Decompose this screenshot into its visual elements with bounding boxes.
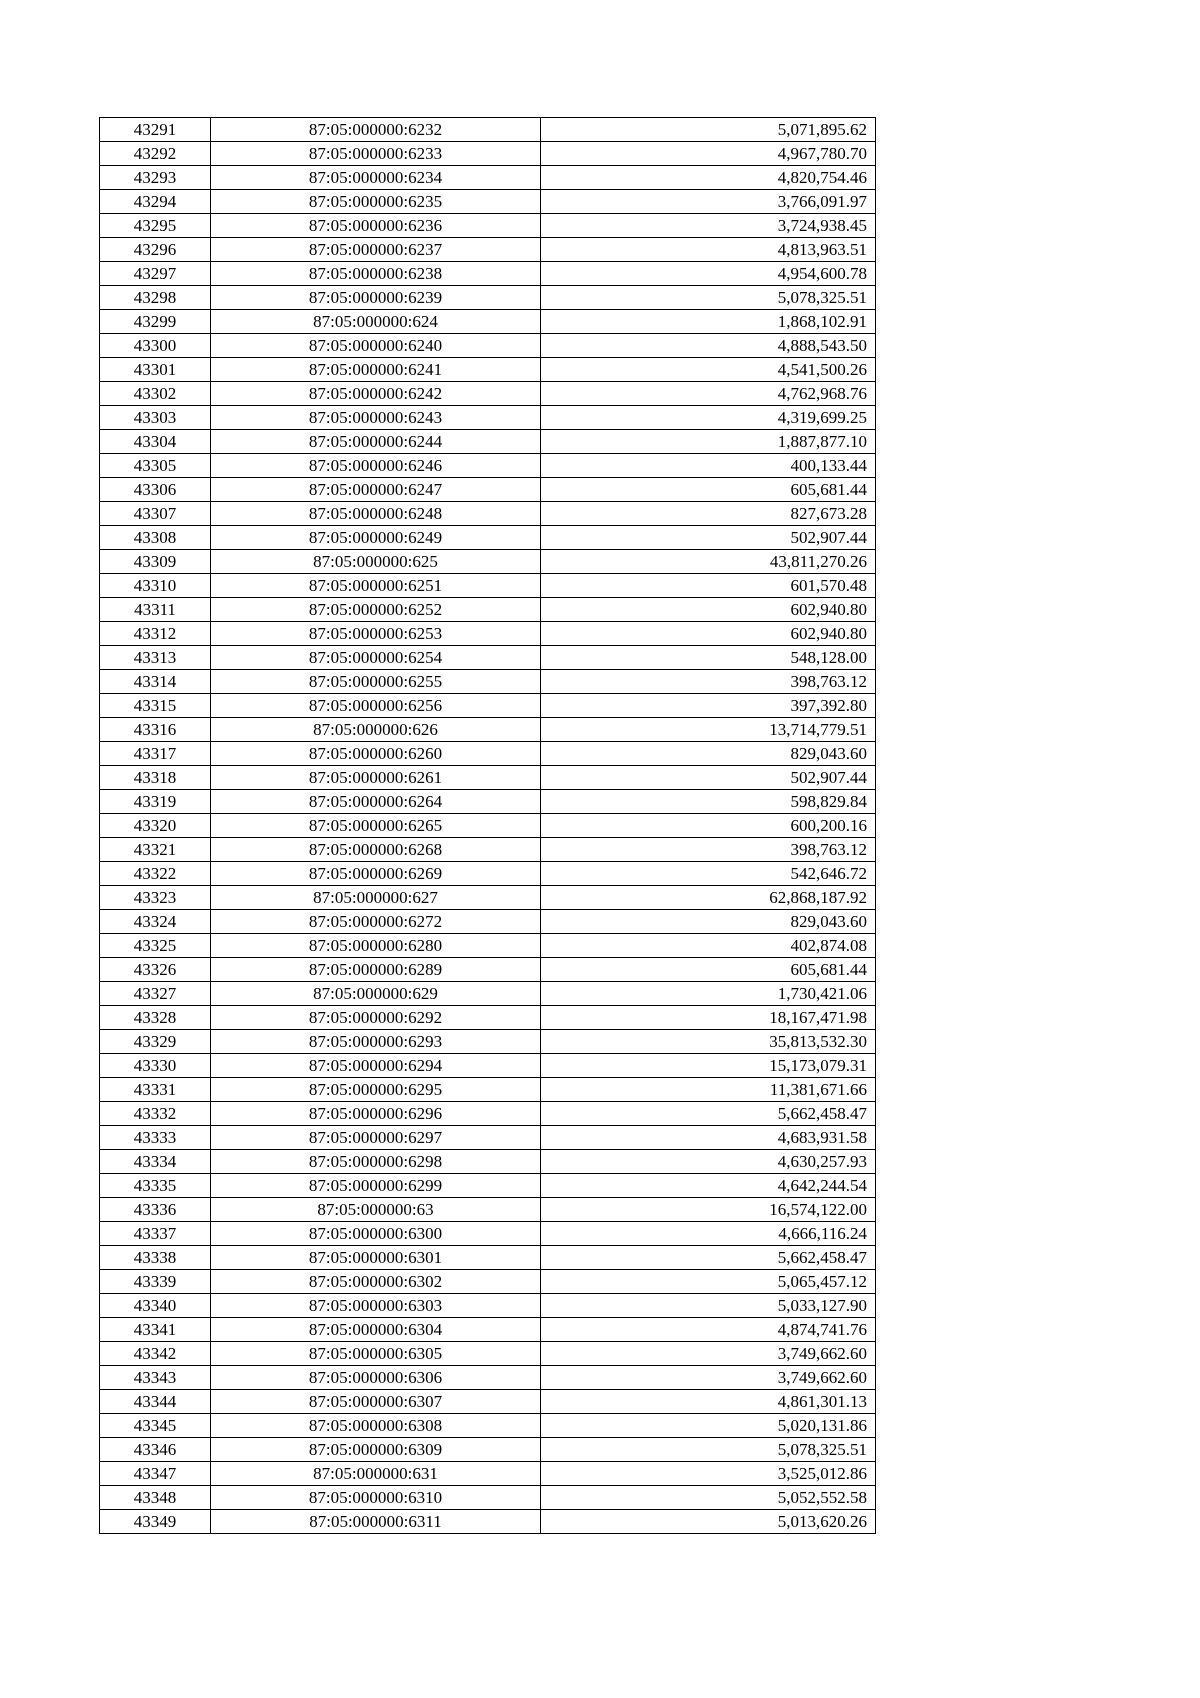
cadastral-value-cell: 601,570.48: [541, 574, 876, 598]
cadastral-value-cell: 4,967,780.70: [541, 142, 876, 166]
table-row: [100, 790, 876, 814]
cadastral-value-cell: 5,033,127.90: [541, 1294, 876, 1318]
cadastral-value-cell: 3,724,938.45: [541, 214, 876, 238]
table-row: [100, 382, 876, 406]
row-number-cell: 43324: [100, 910, 211, 934]
cadastral-number-cell: 87:05:000000:6305: [211, 1342, 541, 1366]
cadastral-number-cell: 87:05:000000:6308: [211, 1414, 541, 1438]
row-number-cell: 43291: [100, 118, 211, 142]
row-number-cell: 43335: [100, 1174, 211, 1198]
cadastral-value-cell: 548,128.00: [541, 646, 876, 670]
cadastral-value-cell: 4,954,600.78: [541, 262, 876, 286]
cadastral-value-cell: 5,052,552.58: [541, 1486, 876, 1510]
cadastral-number-cell: 87:05:000000:6304: [211, 1318, 541, 1342]
table-row: [100, 454, 876, 478]
cadastral-value-cell: 827,673.28: [541, 502, 876, 526]
row-number-cell: 43343: [100, 1366, 211, 1390]
row-number-cell: 43342: [100, 1342, 211, 1366]
row-number-cell: 43333: [100, 1126, 211, 1150]
cadastral-value-cell: 4,874,741.76: [541, 1318, 876, 1342]
cadastral-value-cell: 4,762,968.76: [541, 382, 876, 406]
cadastral-value-cell: 5,662,458.47: [541, 1102, 876, 1126]
cadastral-number-cell: 87:05:000000:6256: [211, 694, 541, 718]
row-number-cell: 43294: [100, 190, 211, 214]
row-number-cell: 43326: [100, 958, 211, 982]
table-row: [100, 166, 876, 190]
cadastral-number-cell: 87:05:000000:6294: [211, 1054, 541, 1078]
cadastral-value-cell: 605,681.44: [541, 958, 876, 982]
cadastral-number-cell: 87:05:000000:6306: [211, 1366, 541, 1390]
cadastral-value-cell: 18,167,471.98: [541, 1006, 876, 1030]
row-number-cell: 43337: [100, 1222, 211, 1246]
table-row: [100, 1318, 876, 1342]
cadastral-number-cell: 87:05:000000:6296: [211, 1102, 541, 1126]
row-number-cell: 43327: [100, 982, 211, 1006]
row-number-cell: 43305: [100, 454, 211, 478]
cadastral-number-cell: 87:05:000000:6302: [211, 1270, 541, 1294]
table-row: [100, 1342, 876, 1366]
row-number-cell: 43306: [100, 478, 211, 502]
cadastral-value-cell: 397,392.80: [541, 694, 876, 718]
cadastral-number-cell: 87:05:000000:6310: [211, 1486, 541, 1510]
row-number-cell: 43301: [100, 358, 211, 382]
row-number-cell: 43322: [100, 862, 211, 886]
cadastral-number-cell: 87:05:000000:6268: [211, 838, 541, 862]
cadastral-number-cell: 87:05:000000:6246: [211, 454, 541, 478]
cadastral-number-cell: 87:05:000000:6240: [211, 334, 541, 358]
cadastral-value-cell: 4,642,244.54: [541, 1174, 876, 1198]
row-number-cell: 43300: [100, 334, 211, 358]
cadastral-number-cell: 87:05:000000:6300: [211, 1222, 541, 1246]
table-row: [100, 118, 876, 142]
table-row: [100, 1246, 876, 1270]
row-number-cell: 43304: [100, 430, 211, 454]
row-number-cell: 43298: [100, 286, 211, 310]
table-row: [100, 1438, 876, 1462]
cadastral-value-cell: 11,381,671.66: [541, 1078, 876, 1102]
cadastral-value-cell: 5,020,131.86: [541, 1414, 876, 1438]
cadastral-number-cell: 87:05:000000:6234: [211, 166, 541, 190]
table-row: [100, 190, 876, 214]
cadastral-value-cell: 43,811,270.26: [541, 550, 876, 574]
table-row: [100, 574, 876, 598]
cadastral-value-cell: 598,829.84: [541, 790, 876, 814]
cadastral-number-cell: 87:05:000000:6232: [211, 118, 541, 142]
row-number-cell: 43348: [100, 1486, 211, 1510]
row-number-cell: 43307: [100, 502, 211, 526]
row-number-cell: 43325: [100, 934, 211, 958]
cadastral-value-cell: 502,907.44: [541, 766, 876, 790]
table-row: [100, 1462, 876, 1486]
cadastral-number-cell: 87:05:000000:6303: [211, 1294, 541, 1318]
row-number-cell: 43314: [100, 670, 211, 694]
cadastral-number-cell: 87:05:000000:6293: [211, 1030, 541, 1054]
cadastral-number-cell: 87:05:000000:6233: [211, 142, 541, 166]
table-row: [100, 1198, 876, 1222]
table-row: [100, 334, 876, 358]
table-row: [100, 670, 876, 694]
table-row: [100, 694, 876, 718]
table-row: [100, 886, 876, 910]
row-number-cell: 43303: [100, 406, 211, 430]
cadastral-number-cell: 87:05:000000:6292: [211, 1006, 541, 1030]
cadastral-number-cell: 87:05:000000:6309: [211, 1438, 541, 1462]
cadastral-number-cell: 87:05:000000:6252: [211, 598, 541, 622]
row-number-cell: 43319: [100, 790, 211, 814]
cadastral-value-cell: 13,714,779.51: [541, 718, 876, 742]
row-number-cell: 43339: [100, 1270, 211, 1294]
cadastral-number-cell: 87:05:000000:6269: [211, 862, 541, 886]
cadastral-value-cell: 5,078,325.51: [541, 286, 876, 310]
cadastral-value-cell: 502,907.44: [541, 526, 876, 550]
cadastral-number-cell: 87:05:000000:6244: [211, 430, 541, 454]
table-row: [100, 262, 876, 286]
table-row: [100, 838, 876, 862]
cadastral-number-cell: 87:05:000000:625: [211, 550, 541, 574]
table-row: [100, 1126, 876, 1150]
table-row: [100, 1414, 876, 1438]
row-number-cell: 43292: [100, 142, 211, 166]
row-number-cell: 43321: [100, 838, 211, 862]
cadastral-value-cell: 4,541,500.26: [541, 358, 876, 382]
cadastral-value-cell: 600,200.16: [541, 814, 876, 838]
cadastral-number-cell: 87:05:000000:6272: [211, 910, 541, 934]
row-number-cell: 43320: [100, 814, 211, 838]
cadastral-value-cell: 5,071,895.62: [541, 118, 876, 142]
cadastral-number-cell: 87:05:000000:6311: [211, 1510, 541, 1534]
table-row: [100, 142, 876, 166]
cadastral-value-cell: 4,319,699.25: [541, 406, 876, 430]
table-row: [100, 622, 876, 646]
cadastral-number-cell: 87:05:000000:6248: [211, 502, 541, 526]
row-number-cell: 43315: [100, 694, 211, 718]
cadastral-value-cell: 16,574,122.00: [541, 1198, 876, 1222]
cadastral-value-cell: 5,013,620.26: [541, 1510, 876, 1534]
cadastral-value-cell: 602,940.80: [541, 622, 876, 646]
table-row: [100, 1366, 876, 1390]
table-row: [100, 526, 876, 550]
cadastral-number-cell: 87:05:000000:6255: [211, 670, 541, 694]
row-number-cell: 43345: [100, 1414, 211, 1438]
row-number-cell: 43308: [100, 526, 211, 550]
row-number-cell: 43318: [100, 766, 211, 790]
table-row: [100, 1390, 876, 1414]
cadastral-number-cell: 87:05:000000:6264: [211, 790, 541, 814]
table-row: [100, 910, 876, 934]
row-number-cell: 43302: [100, 382, 211, 406]
cadastral-value-cell: 398,763.12: [541, 838, 876, 862]
table-row: [100, 502, 876, 526]
table-row: [100, 1006, 876, 1030]
table-row: [100, 310, 876, 334]
cadastral-value-table: [99, 117, 876, 1534]
row-number-cell: 43336: [100, 1198, 211, 1222]
table-row: [100, 286, 876, 310]
cadastral-number-cell: 87:05:000000:63: [211, 1198, 541, 1222]
table-row: [100, 214, 876, 238]
row-number-cell: 43293: [100, 166, 211, 190]
cadastral-number-cell: 87:05:000000:6236: [211, 214, 541, 238]
row-number-cell: 43311: [100, 598, 211, 622]
cadastral-value-cell: 4,861,301.13: [541, 1390, 876, 1414]
cadastral-number-cell: 87:05:000000:6235: [211, 190, 541, 214]
cadastral-value-cell: 4,683,931.58: [541, 1126, 876, 1150]
table-row: [100, 1174, 876, 1198]
cadastral-number-cell: 87:05:000000:6254: [211, 646, 541, 670]
cadastral-number-cell: 87:05:000000:6299: [211, 1174, 541, 1198]
cadastral-number-cell: 87:05:000000:6251: [211, 574, 541, 598]
table-row: [100, 1270, 876, 1294]
cadastral-value-cell: 4,813,963.51: [541, 238, 876, 262]
table-row: [100, 814, 876, 838]
cadastral-value-cell: 3,525,012.86: [541, 1462, 876, 1486]
table-row: [100, 550, 876, 574]
row-number-cell: 43323: [100, 886, 211, 910]
cadastral-value-cell: 62,868,187.92: [541, 886, 876, 910]
table-row: [100, 1486, 876, 1510]
row-number-cell: 43317: [100, 742, 211, 766]
cadastral-number-cell: 87:05:000000:6307: [211, 1390, 541, 1414]
cadastral-value-cell: 400,133.44: [541, 454, 876, 478]
cadastral-number-cell: 87:05:000000:6289: [211, 958, 541, 982]
cadastral-value-cell: 4,666,116.24: [541, 1222, 876, 1246]
cadastral-value-cell: 3,749,662.60: [541, 1342, 876, 1366]
cadastral-number-cell: 87:05:000000:626: [211, 718, 541, 742]
table-row: [100, 1030, 876, 1054]
cadastral-number-cell: 87:05:000000:6297: [211, 1126, 541, 1150]
cadastral-number-cell: 87:05:000000:6260: [211, 742, 541, 766]
row-number-cell: 43330: [100, 1054, 211, 1078]
table-row: [100, 1078, 876, 1102]
table-row: [100, 238, 876, 262]
cadastral-value-cell: 1,868,102.91: [541, 310, 876, 334]
row-number-cell: 43310: [100, 574, 211, 598]
cadastral-value-cell: 5,065,457.12: [541, 1270, 876, 1294]
row-number-cell: 43340: [100, 1294, 211, 1318]
row-number-cell: 43295: [100, 214, 211, 238]
cadastral-value-cell: 542,646.72: [541, 862, 876, 886]
row-number-cell: 43332: [100, 1102, 211, 1126]
table-row: [100, 742, 876, 766]
cadastral-value-cell: 1,887,877.10: [541, 430, 876, 454]
cadastral-number-cell: 87:05:000000:6243: [211, 406, 541, 430]
cadastral-value-cell: 4,888,543.50: [541, 334, 876, 358]
cadastral-value-cell: 829,043.60: [541, 742, 876, 766]
row-number-cell: 43297: [100, 262, 211, 286]
table-row: [100, 406, 876, 430]
cadastral-number-cell: 87:05:000000:631: [211, 1462, 541, 1486]
table-row: [100, 1150, 876, 1174]
cadastral-value-cell: 605,681.44: [541, 478, 876, 502]
cadastral-number-cell: 87:05:000000:627: [211, 886, 541, 910]
table-row: [100, 1102, 876, 1126]
table-row: [100, 934, 876, 958]
cadastral-number-cell: 87:05:000000:6249: [211, 526, 541, 550]
cadastral-number-cell: 87:05:000000:624: [211, 310, 541, 334]
cadastral-value-cell: 5,662,458.47: [541, 1246, 876, 1270]
cadastral-value-cell: 3,749,662.60: [541, 1366, 876, 1390]
table-row: [100, 646, 876, 670]
row-number-cell: 43312: [100, 622, 211, 646]
cadastral-number-cell: 87:05:000000:6237: [211, 238, 541, 262]
table-row: [100, 766, 876, 790]
cadastral-number-cell: 87:05:000000:6238: [211, 262, 541, 286]
row-number-cell: 43338: [100, 1246, 211, 1270]
cadastral-value-cell: 35,813,532.30: [541, 1030, 876, 1054]
table-body: [100, 118, 876, 1534]
table-row: [100, 718, 876, 742]
cadastral-number-cell: 87:05:000000:6241: [211, 358, 541, 382]
row-number-cell: 43316: [100, 718, 211, 742]
cadastral-value-cell: 1,730,421.06: [541, 982, 876, 1006]
cadastral-number-cell: 87:05:000000:6242: [211, 382, 541, 406]
table-row: [100, 862, 876, 886]
cadastral-number-cell: 87:05:000000:6298: [211, 1150, 541, 1174]
table-row: [100, 358, 876, 382]
table-row: [100, 1510, 876, 1534]
table-row: [100, 478, 876, 502]
cadastral-number-cell: 87:05:000000:6247: [211, 478, 541, 502]
row-number-cell: 43299: [100, 310, 211, 334]
table-row: [100, 1222, 876, 1246]
cadastral-number-cell: 87:05:000000:6301: [211, 1246, 541, 1270]
cadastral-value-cell: 398,763.12: [541, 670, 876, 694]
cadastral-value-cell: 3,766,091.97: [541, 190, 876, 214]
row-number-cell: 43346: [100, 1438, 211, 1462]
cadastral-value-cell: 602,940.80: [541, 598, 876, 622]
row-number-cell: 43344: [100, 1390, 211, 1414]
table-row: [100, 1294, 876, 1318]
table-row: [100, 598, 876, 622]
cadastral-number-cell: 87:05:000000:629: [211, 982, 541, 1006]
cadastral-value-cell: 829,043.60: [541, 910, 876, 934]
table-row: [100, 958, 876, 982]
row-number-cell: 43329: [100, 1030, 211, 1054]
cadastral-number-cell: 87:05:000000:6295: [211, 1078, 541, 1102]
row-number-cell: 43334: [100, 1150, 211, 1174]
cadastral-value-cell: 5,078,325.51: [541, 1438, 876, 1462]
cadastral-number-cell: 87:05:000000:6261: [211, 766, 541, 790]
cadastral-number-cell: 87:05:000000:6239: [211, 286, 541, 310]
cadastral-value-cell: 15,173,079.31: [541, 1054, 876, 1078]
row-number-cell: 43347: [100, 1462, 211, 1486]
table-row: [100, 430, 876, 454]
row-number-cell: 43313: [100, 646, 211, 670]
row-number-cell: 43341: [100, 1318, 211, 1342]
row-number-cell: 43331: [100, 1078, 211, 1102]
cadastral-number-cell: 87:05:000000:6265: [211, 814, 541, 838]
cadastral-number-cell: 87:05:000000:6253: [211, 622, 541, 646]
cadastral-number-cell: 87:05:000000:6280: [211, 934, 541, 958]
row-number-cell: 43296: [100, 238, 211, 262]
cadastral-value-cell: 4,820,754.46: [541, 166, 876, 190]
row-number-cell: 43309: [100, 550, 211, 574]
cadastral-value-cell: 402,874.08: [541, 934, 876, 958]
row-number-cell: 43328: [100, 1006, 211, 1030]
cadastral-value-cell: 4,630,257.93: [541, 1150, 876, 1174]
table-row: [100, 1054, 876, 1078]
table-row: [100, 982, 876, 1006]
row-number-cell: 43349: [100, 1510, 211, 1534]
